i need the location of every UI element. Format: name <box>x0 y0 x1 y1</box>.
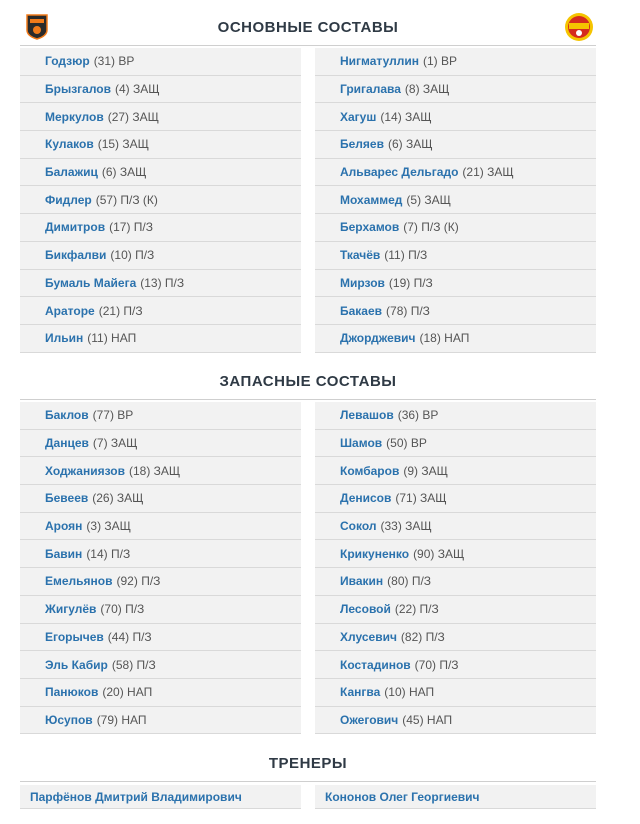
subs-divider <box>20 399 596 400</box>
player-name-link[interactable]: Нигматуллин <box>340 54 419 69</box>
player-number-position: (7) ЗАЩ <box>92 436 138 451</box>
player-name-link[interactable]: Хлусевич <box>340 629 397 644</box>
player-name-link[interactable]: Панюков <box>45 685 99 700</box>
player-row <box>20 402 301 430</box>
player-name-link[interactable]: Григалава <box>340 82 401 97</box>
home-starters-list <box>20 48 301 353</box>
player-number-position: (22) П/З <box>394 602 439 617</box>
player-row <box>20 270 301 298</box>
player-name-link[interactable]: Брызгалов <box>45 82 112 97</box>
player-number-position: (17) П/З <box>109 220 153 235</box>
player-name-link[interactable]: Мирзов <box>340 275 385 290</box>
player-number-position: (10) НАП <box>384 685 435 700</box>
player-row <box>315 242 596 270</box>
player-name-link[interactable]: Хагуш <box>340 109 377 124</box>
player-row <box>315 568 596 596</box>
subs-lineups <box>20 402 596 735</box>
player-row <box>20 297 301 325</box>
player-number-position: (11) П/З <box>384 248 428 263</box>
player-number-position: (71) ЗАЩ <box>395 491 447 506</box>
player-name-link[interactable]: Фидлер <box>45 192 92 207</box>
player-number-position: (13) П/З <box>140 275 185 290</box>
player-name-link[interactable]: Берхамов <box>340 220 400 235</box>
player-row <box>315 131 596 159</box>
player-number-position: (10) П/З <box>110 248 155 263</box>
player-number-position: (26) ЗАЩ <box>92 491 144 506</box>
player-number-position: (11) НАП <box>87 331 137 346</box>
player-row <box>315 707 596 735</box>
player-row <box>315 457 596 485</box>
player-number-position: (14) ЗАЩ <box>380 109 432 124</box>
player-row <box>315 679 596 707</box>
player-name-link[interactable]: Крикуненко <box>340 546 410 561</box>
player-row <box>315 485 596 513</box>
player-row <box>20 596 301 624</box>
player-name-link[interactable]: Данцев <box>45 436 89 451</box>
player-number-position: (9) ЗАЩ <box>403 463 448 478</box>
coaches-divider <box>20 781 596 782</box>
player-number-position: (14) П/З <box>86 546 131 561</box>
player-name-link[interactable]: Бевеев <box>45 491 89 506</box>
player-name-link[interactable]: Бикфалви <box>45 248 107 263</box>
player-number-position: (57) П/З (К) <box>95 192 158 207</box>
player-name-link[interactable]: Альварес Дельгадо <box>340 165 459 180</box>
player-name-link[interactable]: Жигулёв <box>45 602 97 617</box>
player-number-position: (33) ЗАЩ <box>380 519 432 534</box>
player-row <box>315 430 596 458</box>
subs-title: ЗАПАСНЫЕ СОСТАВЫ <box>219 373 397 390</box>
player-number-position: (44) П/З <box>107 629 152 644</box>
player-number-position: (79) НАП <box>96 712 147 727</box>
player-name-link[interactable]: Комбаров <box>340 463 400 478</box>
player-row <box>315 651 596 679</box>
player-name-link[interactable]: Емельянов <box>45 574 113 589</box>
player-row <box>20 131 301 159</box>
player-row <box>315 159 596 187</box>
player-row <box>315 103 596 131</box>
player-name-link[interactable]: Годзюр <box>45 54 90 69</box>
player-number-position: (80) П/З <box>387 574 432 589</box>
player-row <box>315 214 596 242</box>
player-name-link[interactable]: Балажиц <box>45 165 98 180</box>
player-row <box>20 679 301 707</box>
player-row <box>20 325 301 353</box>
player-row <box>315 76 596 104</box>
starters-lineups <box>20 48 596 353</box>
player-row <box>20 430 301 458</box>
player-name-link[interactable]: Ходжаниязов <box>45 463 125 478</box>
player-row <box>20 707 301 735</box>
player-number-position: (3) ЗАЩ <box>86 519 131 534</box>
player-number-position: (90) ЗАЩ <box>413 546 465 561</box>
player-row <box>315 297 596 325</box>
player-name-link[interactable]: Сокол <box>340 519 377 534</box>
player-number-position: (31) ВР <box>93 54 135 69</box>
player-number-position: (27) ЗАЩ <box>107 109 159 124</box>
player-name-link[interactable]: Димитров <box>45 220 106 235</box>
player-number-position: (7) П/З (К) <box>403 220 459 235</box>
player-number-position: (77) ВР <box>92 408 134 423</box>
player-name-link[interactable]: Юсупов <box>45 712 93 727</box>
player-number-position: (4) ЗАЩ <box>115 82 160 97</box>
player-name-link[interactable]: Бумаль Майега <box>45 275 137 290</box>
starters-divider <box>20 45 596 46</box>
player-row <box>315 270 596 298</box>
player-number-position: (58) П/З <box>111 657 156 672</box>
player-number-position: (21) П/З <box>98 303 143 318</box>
player-row <box>315 186 596 214</box>
player-name-link[interactable]: Ароян <box>45 519 83 534</box>
player-name-link[interactable]: Араторе <box>45 303 95 318</box>
player-name-link[interactable]: Ивакин <box>340 574 384 589</box>
player-row <box>20 76 301 104</box>
player-name-link[interactable]: Кангва <box>340 685 381 700</box>
player-number-position: (82) П/З <box>400 629 445 644</box>
player-name-link[interactable]: Денисов <box>340 491 392 506</box>
player-number-position: (18) ЗАЩ <box>128 463 181 478</box>
player-name-link[interactable]: Бавин <box>45 546 83 561</box>
player-name-link[interactable]: Егорычев <box>45 629 104 644</box>
player-number-position: (1) ВР <box>423 54 458 69</box>
player-row <box>20 485 301 513</box>
player-number-position: (92) П/З <box>116 574 161 589</box>
player-number-position: (50) ВР <box>386 436 427 451</box>
player-number-position: (6) ЗАЩ <box>101 165 147 180</box>
player-name-link[interactable]: Бакаев <box>340 303 383 318</box>
player-number-position: (8) ЗАЩ <box>404 82 450 97</box>
coaches-title: ТРЕНЕРЫ <box>268 755 348 772</box>
player-number-position: (70) П/З <box>414 657 459 672</box>
player-name-link[interactable]: Ожегович <box>340 712 399 727</box>
player-row <box>20 214 301 242</box>
starters-title: ОСНОВНЫЕ СОСТАВЫ <box>217 19 399 36</box>
player-row <box>20 624 301 652</box>
player-row <box>20 513 301 541</box>
player-name-link[interactable]: Ильин <box>45 331 84 346</box>
player-name-link[interactable]: Ткачёв <box>340 248 381 263</box>
player-row <box>20 103 301 131</box>
player-name-link[interactable]: Кулаков <box>45 137 94 152</box>
player-row <box>315 402 596 430</box>
player-name-link[interactable]: Беляев <box>340 137 384 152</box>
player-row <box>315 48 596 76</box>
player-row <box>20 48 301 76</box>
player-number-position: (36) ВР <box>397 408 439 423</box>
player-name-link[interactable]: Шамов <box>340 436 383 451</box>
player-row <box>20 242 301 270</box>
player-row <box>315 624 596 652</box>
away-subs-list <box>315 402 596 734</box>
player-number-position: (5) ЗАЩ <box>406 192 451 207</box>
away-coach[interactable]: Кононов Олег Георгиевич <box>315 785 596 809</box>
home-coach[interactable]: Парфёнов Дмитрий Владимирович <box>20 785 301 809</box>
player-name-link[interactable]: Меркулов <box>45 109 104 124</box>
player-name-link[interactable]: Эль Кабир <box>45 657 108 672</box>
player-row <box>315 540 596 568</box>
player-row <box>315 596 596 624</box>
player-number-position: (19) П/З <box>388 275 433 290</box>
player-name-link[interactable]: Левашов <box>340 408 394 423</box>
player-number-position: (6) ЗАЩ <box>387 137 433 152</box>
player-name-link[interactable]: Джорджевич <box>340 331 416 346</box>
player-number-position: (20) НАП <box>102 685 153 700</box>
home-subs-list <box>20 402 301 734</box>
player-name-link[interactable]: Мохаммед <box>340 192 403 207</box>
player-row <box>20 540 301 568</box>
player-row <box>20 186 301 214</box>
player-number-position: (18) НАП <box>419 331 470 346</box>
player-row <box>20 568 301 596</box>
player-row <box>315 325 596 353</box>
player-number-position: (78) П/З <box>386 303 430 318</box>
player-number-position: (45) НАП <box>402 712 453 727</box>
player-row <box>20 457 301 485</box>
player-name-link[interactable]: Костадинов <box>340 657 411 672</box>
player-number-position: (15) ЗАЩ <box>97 137 149 152</box>
player-number-position: (70) П/З <box>100 602 145 617</box>
player-row <box>315 513 596 541</box>
player-row <box>20 651 301 679</box>
player-name-link[interactable]: Баклов <box>45 408 89 423</box>
player-row <box>20 159 301 187</box>
away-starters-list <box>315 48 596 353</box>
player-name-link[interactable]: Лесовой <box>340 602 391 617</box>
player-number-position: (21) ЗАЩ <box>462 165 514 180</box>
